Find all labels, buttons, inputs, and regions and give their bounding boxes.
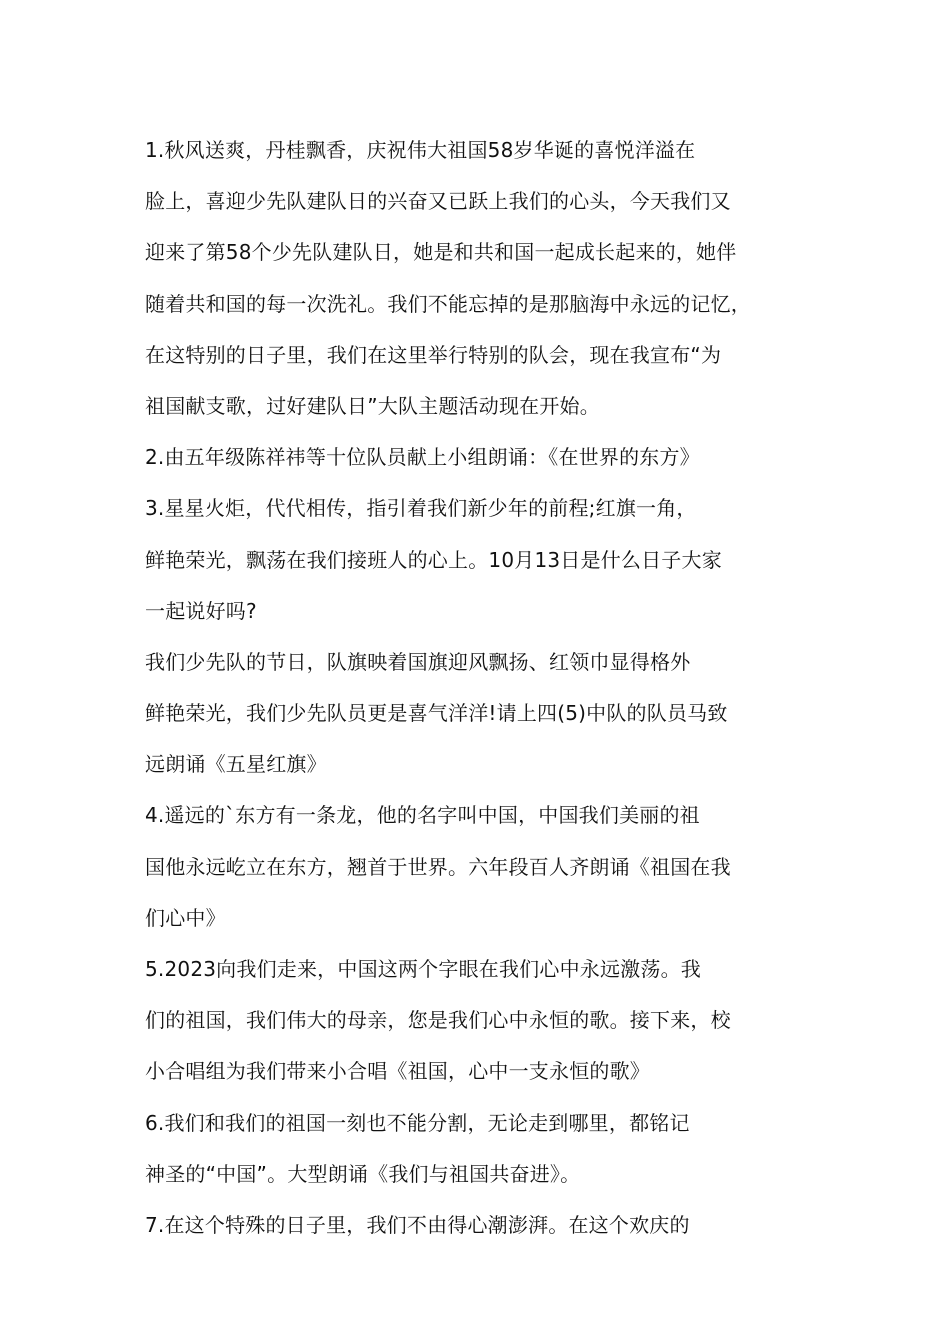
text-line: 们的祖国，我们伟大的母亲，您是我们心中永恒的歌。接下来，校 bbox=[145, 1008, 731, 1033]
text-line: 5.2023向我们走来，中国这两个字眼在我们心中永远激荡。我 bbox=[145, 957, 701, 981]
text-line: 脸上，喜迎少先队建队日的兴奋又已跃上我们的心头，今天我们又 bbox=[145, 189, 731, 214]
text-line: 迎来了第58个少先队建队日，她是和共和国一起成长起来的，她伴 bbox=[145, 240, 737, 265]
text-line: 神圣的“中国”。大型朗诵《我们与祖国共奋进》。 bbox=[145, 1161, 581, 1186]
text-line: 3.星星火炬，代代相传，指引着我们新少年的前程;红旗一角， bbox=[145, 496, 697, 521]
text-line: 们心中》 bbox=[145, 905, 226, 930]
text-line: 4.遥远的`东方有一条龙，他的名字叫中国，中国我们美丽的祖 bbox=[145, 803, 700, 828]
text-line: 一起说好吗? bbox=[145, 598, 257, 623]
text-line: 在这特别的日子里，我们在这里举行特别的队会，现在我宣布“为 bbox=[145, 342, 722, 367]
text-line: 2.由五年级陈祥祎等十位队员献上小组朗诵：《在世界的东方》 bbox=[145, 445, 700, 470]
text-line: 7.在这个特殊的日子里，我们不由得心潮澎湃。在这个欢庆的 bbox=[145, 1212, 690, 1237]
text-line: 鲜艳荣光，飘荡在我们接班人的心上。10月13日是什么日子大家 bbox=[145, 547, 722, 572]
text-line: 随着共和国的每一次洗礼。我们不能忘掉的是那脑海中永远的记忆， bbox=[145, 291, 751, 316]
text-line: 6.我们和我们的祖国一刻也不能分割，无论走到哪里，都铭记 bbox=[145, 1110, 690, 1135]
text-line: 小合唱组为我们带来小合唱《祖国，心中一支永恒的歌》 bbox=[145, 1059, 650, 1084]
text-line: 1.秋风送爽，丹桂飘香，庆祝伟大祖国58岁华诞的喜悦洋溢在 bbox=[145, 138, 696, 162]
text-line: 我们少先队的节日，队旗映着国旗迎风飘扬、红领巾显得格外 bbox=[145, 649, 691, 674]
text-line: 国他永远屹立在东方，翘首于世界。六年段百人齐朗诵《祖国在我 bbox=[145, 854, 731, 879]
text-line: 祖国献支歌，过好建队日”大队主题活动现在开始。 bbox=[145, 393, 600, 418]
text-line: 鲜艳荣光，我们少先队员更是喜气洋洋!请上四(5)中队的队员马致 bbox=[145, 701, 728, 726]
text-line: 远朗诵《五星红旗》 bbox=[145, 752, 327, 777]
body-text bbox=[145, 130, 825, 1256]
